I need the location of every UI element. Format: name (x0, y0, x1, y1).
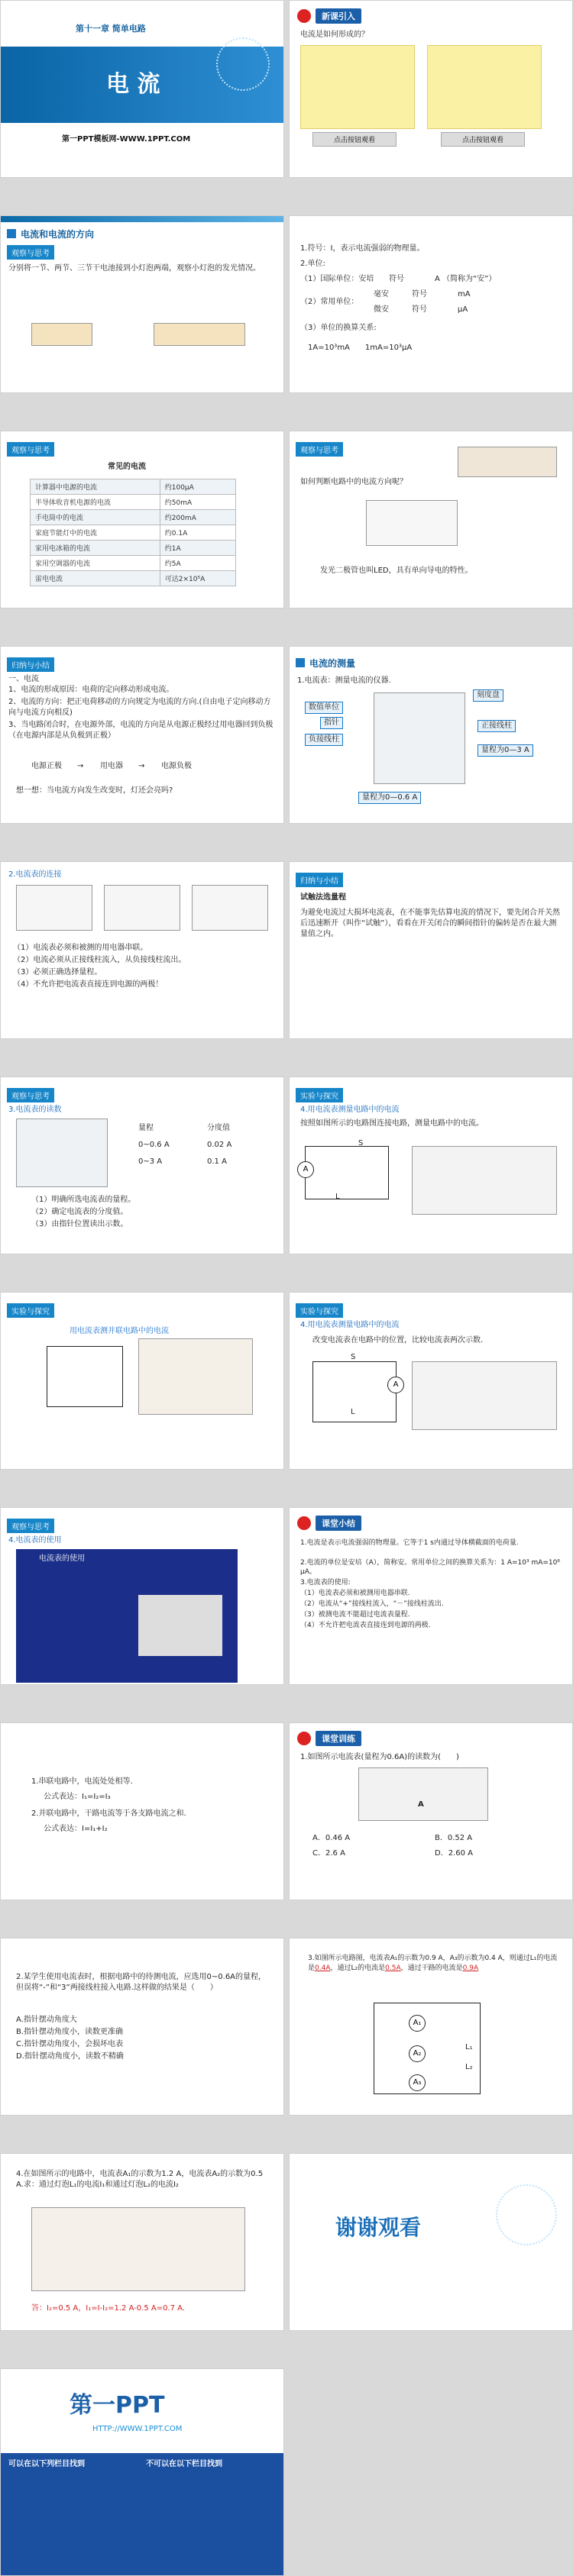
table-title: 常见的电流 (108, 463, 146, 471)
list-item: （2）电流从“+”接线柱流入，“－”接线柱流出. (300, 1600, 444, 1608)
heading: 试触法选量程 (300, 893, 346, 902)
chapter-title: 第十一章 简单电路 (76, 24, 146, 34)
video-title: 电流表的使用 (39, 1554, 85, 1563)
slide-title: 4.用电流表测量电路中的电流 (300, 1321, 400, 1329)
slide-exercise-2 (0, 1938, 284, 2116)
label: 负接线柱 (305, 734, 343, 746)
header-icon (7, 229, 16, 238)
list-item: （3）必须正确选择量程。 (13, 968, 102, 976)
slide-parallel (0, 1292, 284, 1470)
table-cell: 约100μA (160, 479, 235, 495)
ammeter-symbol: A₃ (409, 2074, 426, 2091)
list-item: （3）由指针位置读出示数。 (31, 1220, 128, 1228)
tag: 归纳与小结 (296, 873, 343, 887)
table-row (31, 479, 236, 495)
slide-reading (0, 1077, 284, 1254)
list-item: （2）确定电流表的分度值。 (31, 1208, 128, 1216)
circuit-image (104, 885, 180, 931)
slide-measure-2 (289, 1292, 573, 1470)
lamp-label: L (351, 1408, 355, 1416)
ammeter-symbol: A₂ (409, 2045, 426, 2062)
question: 电流是如何形成的？ (300, 31, 369, 39)
body-text: 分别将一节、两节、三节干电池接到小灯泡两端，观察小灯泡的发光情况。 (8, 264, 261, 273)
circuit-photo (412, 1361, 557, 1430)
badge-icon (297, 9, 311, 23)
battery-image (31, 323, 92, 346)
header-text: 电流和电流的方向 (21, 228, 95, 240)
header-text: 电流的测量 (309, 657, 356, 669)
line: 符号 (389, 275, 404, 283)
line: （3）单位的换算关系: (300, 324, 377, 332)
label: 刻度盘 (473, 689, 503, 702)
circuit-photo (31, 2207, 245, 2291)
header-icon (296, 658, 305, 667)
slide-ammeter (289, 646, 573, 824)
cover-title: 电 流 (106, 71, 160, 98)
line: 符号 (412, 290, 427, 299)
ammeter-symbol: A (387, 1377, 404, 1393)
table-cell: 家用电冰箱的电流 (31, 541, 160, 556)
answer: 发光二极管也叫LED，具有单向导电的特性。 (320, 567, 473, 575)
formula: 公式表达：I₁=I₂=I₃ (44, 1793, 111, 1801)
formula: 公式表达：I=I₁+I₂ (44, 1825, 108, 1833)
label: 正接线柱 (478, 720, 516, 732)
dial-unit: A (418, 1800, 424, 1809)
paragraph: 改变电流表在电路中的位置，比较电流表两次示数. (312, 1336, 484, 1344)
list-item: 2.电流的单位是安培（A），简称安。常用单位之间的换算关系为：1 A=10³ mA=10⁶ μA。 (300, 1559, 560, 1576)
option[interactable]: D.指针摆动角度小，读数不精确 (16, 2052, 124, 2061)
question: 3.如图所示电路图，电流表A₁的示数为0.9 A，A₃的示数为0.4 A，则通过L₁的电流是0.4A，通过L₂的电流是0.5A，通过干路的电流是0.9A (308, 1955, 558, 1972)
ammeter-image (374, 692, 465, 784)
option[interactable]: A．0.46 A (312, 1834, 351, 1842)
answer: 答：I₂=0.5 A，I₁=I-I₂=1.2 A-0.5 A=0.7 A. (31, 2304, 186, 2313)
footer-col-title: 不可以在以下栏目找到 (146, 2460, 222, 2468)
footer-logo: 第一PPT (70, 2392, 165, 2419)
slide-title: 用电流表测并联电路中的电流 (70, 1327, 169, 1335)
section-header (297, 1516, 361, 1531)
slide-header (7, 227, 94, 240)
top-bar (1, 216, 283, 222)
footer-url[interactable]: HTTP://WWW.1PPT.COM (92, 2425, 183, 2433)
table-cell: 约50mA (160, 495, 235, 510)
line: μA (458, 305, 468, 314)
table-cell: 可达2×10⁵A (160, 571, 235, 586)
cell: 0~3 A (138, 1157, 163, 1166)
line: 微安 (374, 305, 389, 314)
animation-panel-2 (427, 45, 542, 129)
question: 4.在如图所示的电路中，电流表A₁的示数为1.2 A，电流表A₂的示数为0.5 A.求：通过灯泡L₁的电流I₁和通过灯泡L₂的电流I₂ (16, 2170, 264, 2189)
slide-title: 4.用电流表测量电路中的电流 (300, 1106, 400, 1114)
line: 2、电流的方向：把正电荷移动的方向规定为电流的方向.(自由电子定向移动方向与电流方向相反) (8, 698, 271, 717)
slide-header (296, 656, 355, 670)
slide-common-currents (0, 431, 284, 608)
dandelion-icon (216, 37, 270, 91)
dandelion-icon (496, 2184, 557, 2245)
flow-item: 电源正极 (31, 762, 62, 770)
slide-led (289, 431, 573, 608)
slide-summary-1 (0, 646, 284, 824)
table-row (31, 510, 236, 525)
label: 数值单位 (305, 702, 343, 714)
line: 1A=10³mA 1mA=10³μA (308, 344, 413, 352)
tag: 观察与思考 (7, 1519, 54, 1533)
question: 1.如图所示电流表(量程为0.6A)的读数为( ) (300, 1753, 459, 1761)
slide-title: 3.电流表的读数 (8, 1106, 62, 1114)
col-header: 量程 (138, 1124, 154, 1132)
tag: 实验与探究 (296, 1303, 343, 1318)
list-item: （2）电流必须从正接线柱流入，从负接线柱流出。 (13, 956, 186, 964)
table-cell: 半导体收音机电源的电流 (31, 495, 160, 510)
table-row (31, 556, 236, 571)
line: 毫安 (374, 290, 389, 299)
line: 3、当电路闭合时，在电源外部，电流的方向是从电源正极经过用电器回到负极（在电源内部是从负极到正极） (8, 721, 274, 740)
battery-image (154, 323, 245, 346)
play-button-2[interactable]: 点击按钮观看 (441, 132, 525, 147)
table-cell: 雷电电流 (31, 571, 160, 586)
arrow-icon: → (77, 762, 84, 770)
slide-exercise-3 (289, 1938, 573, 2116)
line: mA (458, 290, 471, 299)
circuit-diagram (305, 1146, 389, 1199)
table-cell: 家庭节能灯中的电流 (31, 525, 160, 541)
circuit-image (16, 885, 92, 931)
table-cell: 计算器中电源的电流 (31, 479, 160, 495)
slide-title: 2.电流表的连接 (8, 870, 62, 879)
tag: 观察与思考 (7, 245, 54, 260)
table-cell: 约200mA (160, 510, 235, 525)
option[interactable]: A.指针摆动角度大 (16, 2016, 77, 2024)
circuit-photo (138, 1338, 253, 1415)
switch-label: S (351, 1353, 356, 1361)
list-item: 1.电流是表示电流强弱的物理量。它等于1 s内通过导体横截面的电荷量. (300, 1539, 519, 1547)
circuit-diagram (47, 1346, 123, 1407)
table-row (31, 571, 236, 586)
ammeter-image (138, 1595, 222, 1656)
cell: 0~0.6 A (138, 1141, 170, 1149)
slide-thanks (289, 2153, 573, 2331)
col-header: 分度值 (207, 1124, 230, 1132)
line: 1.符号：I，表示电流强弱的物理量。 (300, 244, 425, 253)
badge-icon (297, 1516, 311, 1530)
tag: 观察与思考 (296, 442, 343, 457)
tag: 实验与探究 (296, 1088, 343, 1102)
table-cell: 家用空调器的电流 (31, 556, 160, 571)
slide-exercise-4 (0, 2153, 284, 2331)
play-button-1[interactable]: 点击按钮观看 (312, 132, 397, 147)
footer-col-title: 可以在以下列栏目找到 (8, 2460, 85, 2468)
section-header (297, 1731, 361, 1746)
section-header (297, 8, 361, 24)
slide-current-direction (0, 215, 284, 393)
tag: 观察与思考 (7, 442, 54, 457)
led-image (366, 500, 458, 546)
tag: 观察与思考 (7, 1088, 54, 1102)
question: 2.某学生使用电流表时，根据电路中的待测电流，应选用0~0.6A的量程，但误将“-”和“3”两接线柱接入电路.这样做的结果是（ ） (16, 1973, 267, 1992)
list-item: （3）被测电流不能超过电流表量程. (300, 1611, 410, 1619)
option[interactable]: B．0.52 A (435, 1834, 473, 1842)
line: 2.单位: (300, 260, 325, 268)
cover-site: 第一PPT模板网-WWW.1PPT.COM (62, 135, 191, 144)
label: 指针 (320, 717, 343, 729)
line: 符号 (412, 305, 427, 314)
cell: 0.02 A (207, 1141, 232, 1149)
option[interactable]: C.指针摆动角度小，会损坏电表 (16, 2040, 124, 2048)
option[interactable]: C．2.6 A (312, 1849, 345, 1858)
ammeter-symbol: A (297, 1161, 314, 1178)
flow-item: 电源负极 (161, 762, 192, 770)
paragraph: 为避免电流过大损坏电流表，在不能事先估算电流的情况下，要先闭合开关然后迅速断开（叫作“试触”），看看在开关闭合的瞬间指针的偏转是否在最大测量值之内。 (300, 909, 560, 938)
footer-panel (1, 2453, 283, 2575)
lamp-label: L (335, 1193, 340, 1201)
slide-trial (289, 861, 573, 1039)
slide-usage (0, 1507, 284, 1685)
cell: 0.1 A (207, 1157, 227, 1166)
tag: 实验与探究 (7, 1303, 54, 1318)
table-cell: 手电筒中的电流 (31, 510, 160, 525)
section-label: 课堂小结 (316, 1516, 361, 1531)
question: 想一想：当电流方向发生改变时，灯还会亮吗? (16, 786, 173, 795)
slide-summary-2 (289, 1507, 573, 1685)
table-cell: 约1A (160, 541, 235, 556)
list-item: （1）明确所选电流表的量程。 (31, 1196, 136, 1204)
slide-exercise-1 (289, 1722, 573, 1900)
paragraph: 按照如图所示的电路图连接电路，测量电路中的电流。 (300, 1119, 484, 1128)
section-label: 新课引入 (316, 8, 361, 24)
table-row (31, 525, 236, 541)
circuit-image-wrong (192, 885, 268, 931)
circuit-diagram (374, 2003, 481, 2094)
lamp-label: L₂ (465, 2063, 473, 2071)
slide-title: 4.电流表的使用 (8, 1536, 62, 1545)
slide-laws (0, 1722, 284, 1900)
video-panel[interactable] (16, 1549, 238, 1683)
list-item: （1）电流表必须和被测的用电器串联。 (13, 944, 148, 952)
badge-icon (297, 1732, 311, 1745)
ammeter-dial (358, 1767, 488, 1821)
section-label: 课堂训练 (316, 1731, 361, 1746)
line: （1）国际单位：安培 (300, 275, 374, 283)
table-cell: 约5A (160, 556, 235, 571)
list-item: 3.电流表的使用: (300, 1579, 351, 1587)
cover-slide (0, 0, 284, 178)
current-table (30, 479, 236, 586)
flow-item: 用电器 (100, 762, 123, 770)
arrow-icon: → (138, 762, 145, 770)
tag: 归纳与小结 (7, 657, 54, 672)
list-item: （1）电流表必须和被测用电器串联. (300, 1590, 410, 1597)
footer-ad (0, 2368, 284, 2576)
option[interactable]: D．2.60 A (435, 1849, 473, 1858)
table-row (31, 495, 236, 510)
line: 1、电流的形成原因：电荷的定向移动形成电流。 (8, 686, 174, 694)
line: 1.电流表：测量电流的仪器. (297, 676, 391, 685)
slide-units (289, 215, 573, 393)
switch-label: S (358, 1139, 364, 1148)
list-item: 1.串联电路中，电流处处相等. (31, 1777, 133, 1786)
ammeter-symbol: A₁ (409, 2015, 426, 2032)
slide-connection (0, 861, 284, 1039)
slide-measure-1 (289, 1077, 573, 1254)
list-item: （4）不允许把电流表直接连到电源的两极. (300, 1622, 431, 1629)
circuit-photo (412, 1146, 557, 1215)
label: 量程为0—3 A (478, 744, 533, 757)
line: 一、电流 (8, 675, 39, 683)
question: 如何判断电路中的电流方向呢？ (300, 478, 407, 486)
list-item: （4）不允许把电流表直接连到电源的两极！ (13, 980, 163, 989)
thanks-text: 谢谢观看 (335, 2215, 422, 2240)
option[interactable]: B.指针摆动角度小，读数更准确 (16, 2028, 124, 2036)
lamp-label: L₁ (465, 2043, 473, 2051)
table-cell: 约0.1A (160, 525, 235, 541)
line: （2）常用单位： (300, 298, 359, 306)
line: A （简称为“安”） (435, 275, 497, 283)
animation-panel-1 (300, 45, 415, 129)
label: 量程为0—0.6 A (358, 792, 421, 804)
circuit-image (458, 447, 557, 477)
slide-intro (289, 0, 573, 178)
ammeter-image (16, 1119, 108, 1187)
list-item: 2.并联电路中，干路电流等于各支路电流之和. (31, 1809, 186, 1818)
table-row (31, 541, 236, 556)
